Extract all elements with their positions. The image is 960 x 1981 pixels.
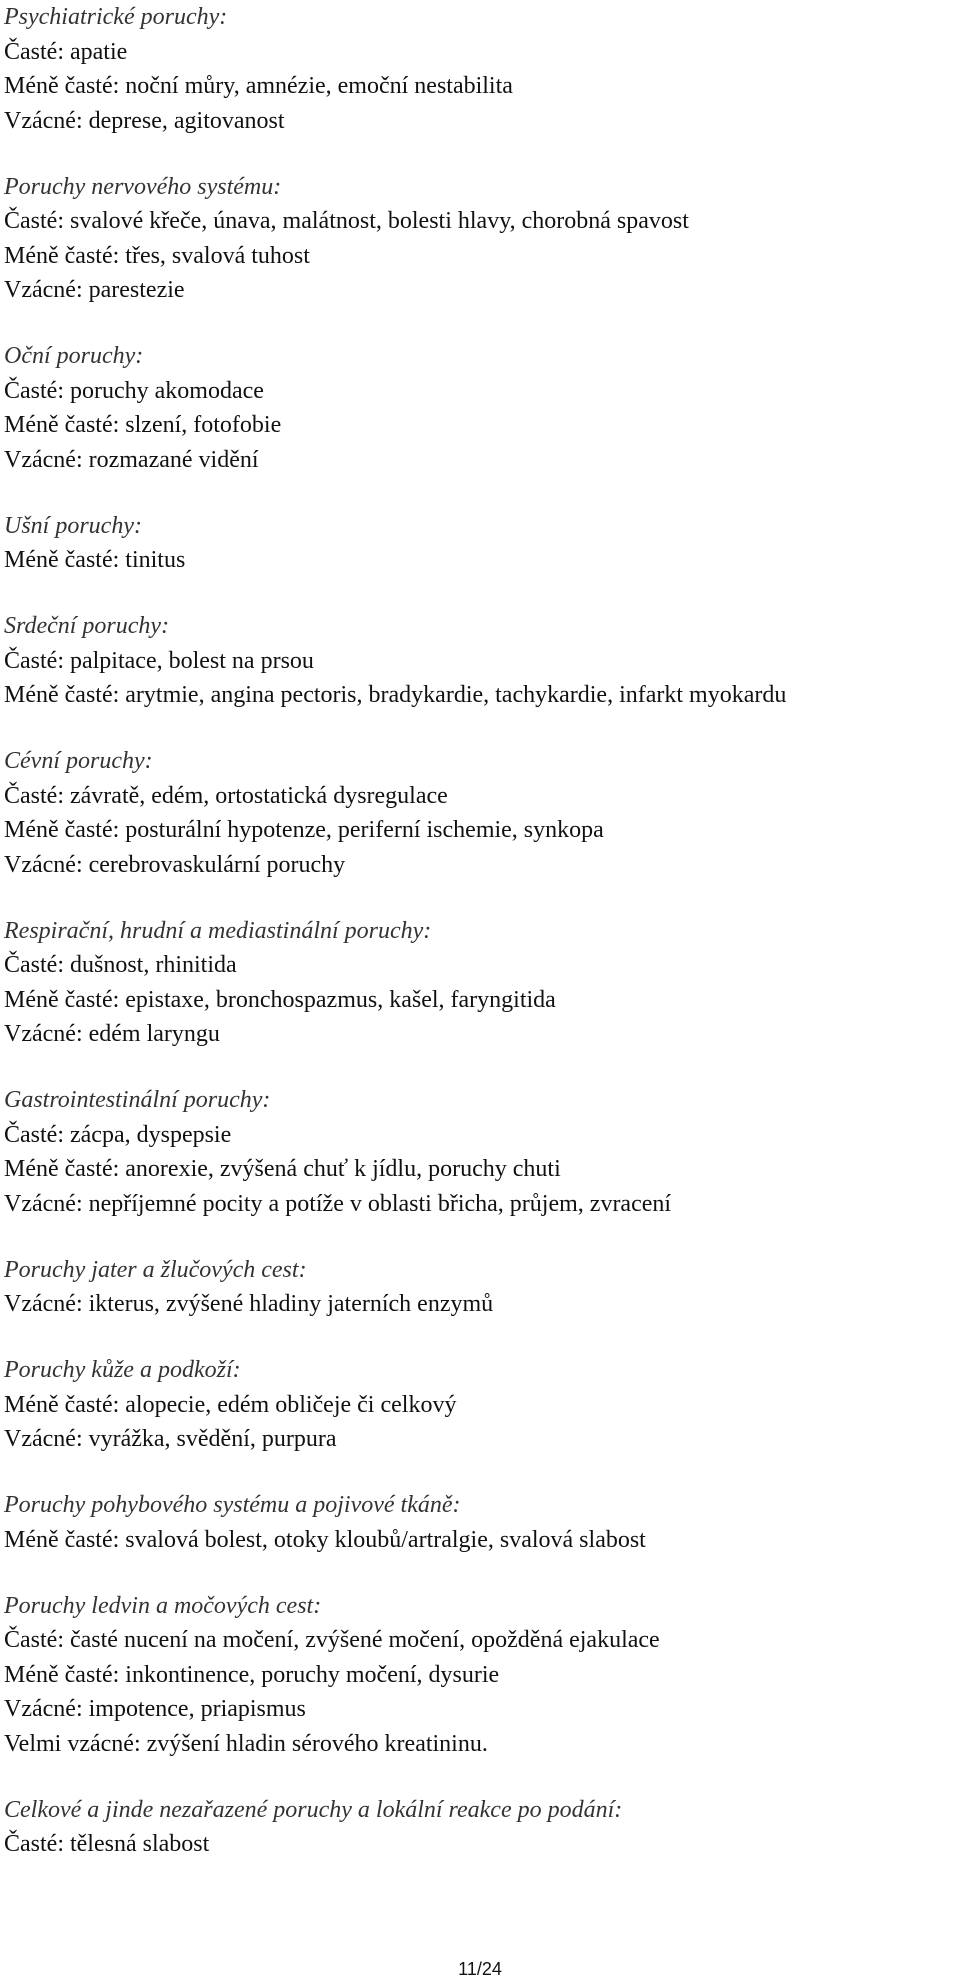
section-line: Časté: závratě, edém, ortostatická dysregulace xyxy=(4,782,448,809)
section-heading: Srdeční poruchy: xyxy=(4,613,170,639)
section-line: Méně časté: noční můry, amnézie, emoční nestabilita xyxy=(4,73,513,99)
section xyxy=(4,1353,954,1457)
section-line: Méně časté: slzení, fotofobie xyxy=(4,412,282,438)
section-heading: Poruchy ledvin a močových cest: xyxy=(4,1592,322,1619)
section-line: Méně časté: tinitus xyxy=(4,547,186,573)
section-line: Méně časté: posturální hypotenze, periferní ischemie, synkopa xyxy=(4,817,604,843)
section xyxy=(4,914,954,1052)
section-line: Vzácné: deprese, agitovanost xyxy=(4,107,285,134)
section-line: Časté: dušnost, rhinitida xyxy=(4,952,237,978)
section-line: Vzácné: rozmazané vidění xyxy=(4,446,259,473)
section-line: Vzácné: edém laryngu xyxy=(4,1021,220,1047)
section xyxy=(4,509,954,578)
section-line: Méně časté: alopecie, edém obličeje či celkový xyxy=(4,1391,457,1418)
section-line: Vzácné: parestezie xyxy=(4,277,185,303)
section-line: Vzácné: impotence, priapismus xyxy=(4,1696,306,1722)
section-heading: Ušní poruchy: xyxy=(4,512,142,539)
section-line: Velmi vzácné: zvýšení hladin sérového kreatininu. xyxy=(4,1730,488,1757)
section-line: Méně časté: svalová bolest, otoky kloubů/artralgie, svalová slabost xyxy=(4,1526,646,1553)
section-line: Méně časté: arytmie, angina pectoris, bradykardie, tachykardie, infarkt myokardu xyxy=(4,682,787,708)
section xyxy=(4,339,954,477)
section-line: Méně časté: inkontinence, poruchy močení, dysurie xyxy=(4,1661,500,1688)
section-line: Vzácné: ikterus, zvýšené hladiny jaterních enzymů xyxy=(4,1291,494,1317)
section-line: Méně časté: anorexie, zvýšená chuť k jídlu, poruchy chuti xyxy=(4,1156,561,1182)
page-number: 11/24 xyxy=(458,1959,502,1979)
section-heading: Poruchy kůže a podkoží: xyxy=(4,1357,241,1383)
section-line: Méně časté: epistaxe, bronchospazmus, kašel, faryngitida xyxy=(4,986,556,1013)
section-heading: Psychiatrické poruchy: xyxy=(4,4,228,30)
section-line: Časté: časté nucení na močení, zvýšené močení, opožděná ejakulace xyxy=(4,1627,660,1653)
section xyxy=(4,1793,954,1862)
document-body xyxy=(4,0,954,1893)
section xyxy=(4,1083,954,1221)
section-line: Časté: tělesná slabost xyxy=(4,1831,210,1857)
section xyxy=(4,609,954,713)
section xyxy=(4,744,954,882)
section-heading: Respirační, hrudní a mediastinální poruchy: xyxy=(4,917,432,944)
section-line: Vzácné: nepříjemné pocity a potíže v oblasti břicha, průjem, zvracení xyxy=(4,1190,672,1217)
section-line: Časté: apatie xyxy=(4,38,128,65)
section-line: Časté: zácpa, dyspepsie xyxy=(4,1121,232,1148)
section xyxy=(4,1589,954,1762)
section-line: Méně časté: třes, svalová tuhost xyxy=(4,242,310,269)
section-line: Časté: palpitace, bolest na prsou xyxy=(4,647,314,674)
section-heading: Poruchy jater a žlučových cest: xyxy=(4,1256,307,1283)
section-heading: Gastrointestinální poruchy: xyxy=(4,1087,271,1113)
section-heading: Cévní poruchy: xyxy=(4,748,153,774)
section-line: Vzácné: cerebrovaskulární poruchy xyxy=(4,851,346,878)
section-line: Vzácné: vyrážka, svědění, purpura xyxy=(4,1426,337,1452)
section xyxy=(4,1488,954,1557)
section-heading: Poruchy nervového systému: xyxy=(4,173,282,200)
section-line: Časté: poruchy akomodace xyxy=(4,377,264,404)
section-heading: Celkové a jinde nezařazené poruchy a lokální reakce po podání: xyxy=(4,1796,623,1823)
section-heading: Poruchy pohybového systému a pojivové tkáně: xyxy=(4,1492,461,1518)
section xyxy=(4,1253,954,1322)
section xyxy=(4,0,954,138)
section-line: Časté: svalové křeče, únava, malátnost, bolesti hlavy, chorobná spavost xyxy=(4,208,689,234)
section-heading: Oční poruchy: xyxy=(4,343,144,369)
section xyxy=(4,170,954,308)
